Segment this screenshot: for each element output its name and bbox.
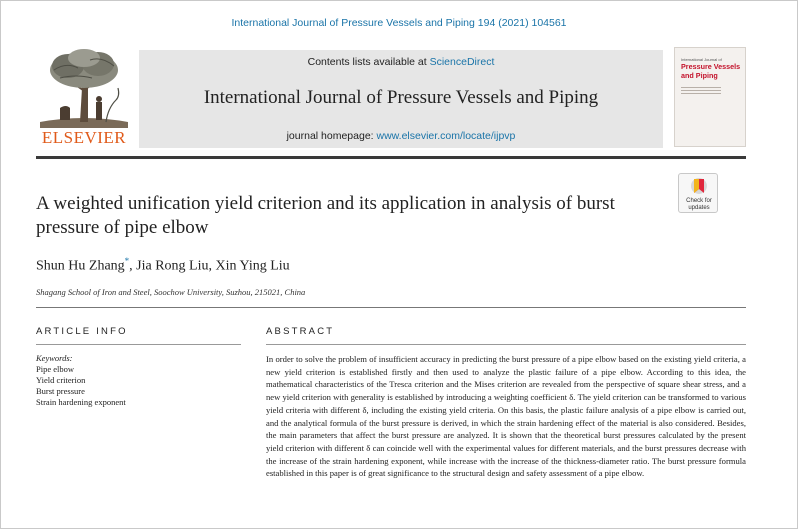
article-title: A weighted unification yield criterion and its application in analysis of burst pressure of pipe elbow — [36, 193, 615, 238]
abstract-body: In order to solve the problem of insufficient accuracy in predicting the burst pressure of a pipe elbow based on the existing yield criteria, a new yield criterion is established firstly and then used to analyze the plastic failure of a pipe elbow. According to this idea, the mathematical characteristics of the Tresca criterion and the Mises criterion are revealed from the perspective of square shear stress, and a new yield criterion with generality is established by introducing a weighting coefficient δ. The yield criterion can be transformed to various yield criteria with different δ, including the existing yield criteria. On this basis, the plastic failure analysis of a pipe elbow is carried out, and the analytical formula of the burst pressure is derived, in which the strain hardening effect of the material is also considered. Besides, the main parameters that affect the burst pressure are analyzed. It is shown that the theoretical burst pressures calculated by the present yield criterion with different δ can coincide well with the experimental values for different materials, and the burst pressures decrease with the increase of the strain hardening exponent, while increase with the increase of the thickness-diameter ratio. The burst pressure formula established in this paper is of great significance to the structural design and safety assessment of a pipe elbow. — [266, 354, 746, 479]
journal-homepage — [139, 130, 663, 142]
cover-title: Pressure Vessels and Piping — [681, 62, 741, 80]
publisher-name: ELSEVIER — [41, 128, 127, 147]
article-info-heading: ARTICLE INFO — [36, 326, 128, 337]
updates-label — [679, 198, 719, 211]
journal-cover-thumbnail[interactable] — [674, 47, 746, 147]
author-name[interactable]: Shun Hu Zhang — [36, 258, 125, 274]
updates-line1: Check for — [686, 198, 712, 204]
contents-availability — [139, 56, 663, 68]
sciencedirect-link[interactable]: ScienceDirect — [429, 56, 495, 68]
article-info-divider — [36, 344, 241, 345]
homepage-prefix: journal homepage: — [286, 130, 377, 142]
author-affiliation: Shagang School of Iron and Steel, Soochow University, Suzhou, 215021, China — [36, 287, 306, 297]
title-divider — [36, 307, 746, 308]
header-divider — [36, 156, 746, 159]
journal-reference-link[interactable]: International Journal of Pressure Vessels and Piping 194 (2021) 104561 — [231, 17, 567, 29]
updates-line2: updates — [688, 204, 710, 211]
contents-prefix: Contents lists available at — [307, 56, 430, 68]
cover-small-text: International Journal of — [681, 57, 722, 62]
keyword-item: Pipe elbow — [36, 364, 75, 374]
abstract-heading: ABSTRACT — [266, 326, 335, 337]
cover-decoration — [681, 87, 721, 96]
other-authors: , Jia Rong Liu, Xin Ying Liu — [129, 258, 290, 274]
homepage-link[interactable]: www.elsevier.com/locate/ijpvp — [376, 130, 516, 142]
abstract-divider — [266, 344, 746, 345]
check-for-updates-button[interactable] — [678, 173, 718, 213]
keyword-item: Yield criterion — [36, 375, 86, 385]
corresponding-author-mark[interactable]: * — [124, 256, 130, 266]
keywords-label: Keywords: — [36, 353, 73, 363]
keyword-item: Burst pressure — [36, 386, 85, 396]
keyword-item: Strain hardening exponent — [36, 397, 126, 407]
journal-name: International Journal of Pressure Vessels and Piping — [203, 87, 599, 108]
keywords-section — [36, 353, 241, 408]
author-list — [36, 256, 290, 275]
